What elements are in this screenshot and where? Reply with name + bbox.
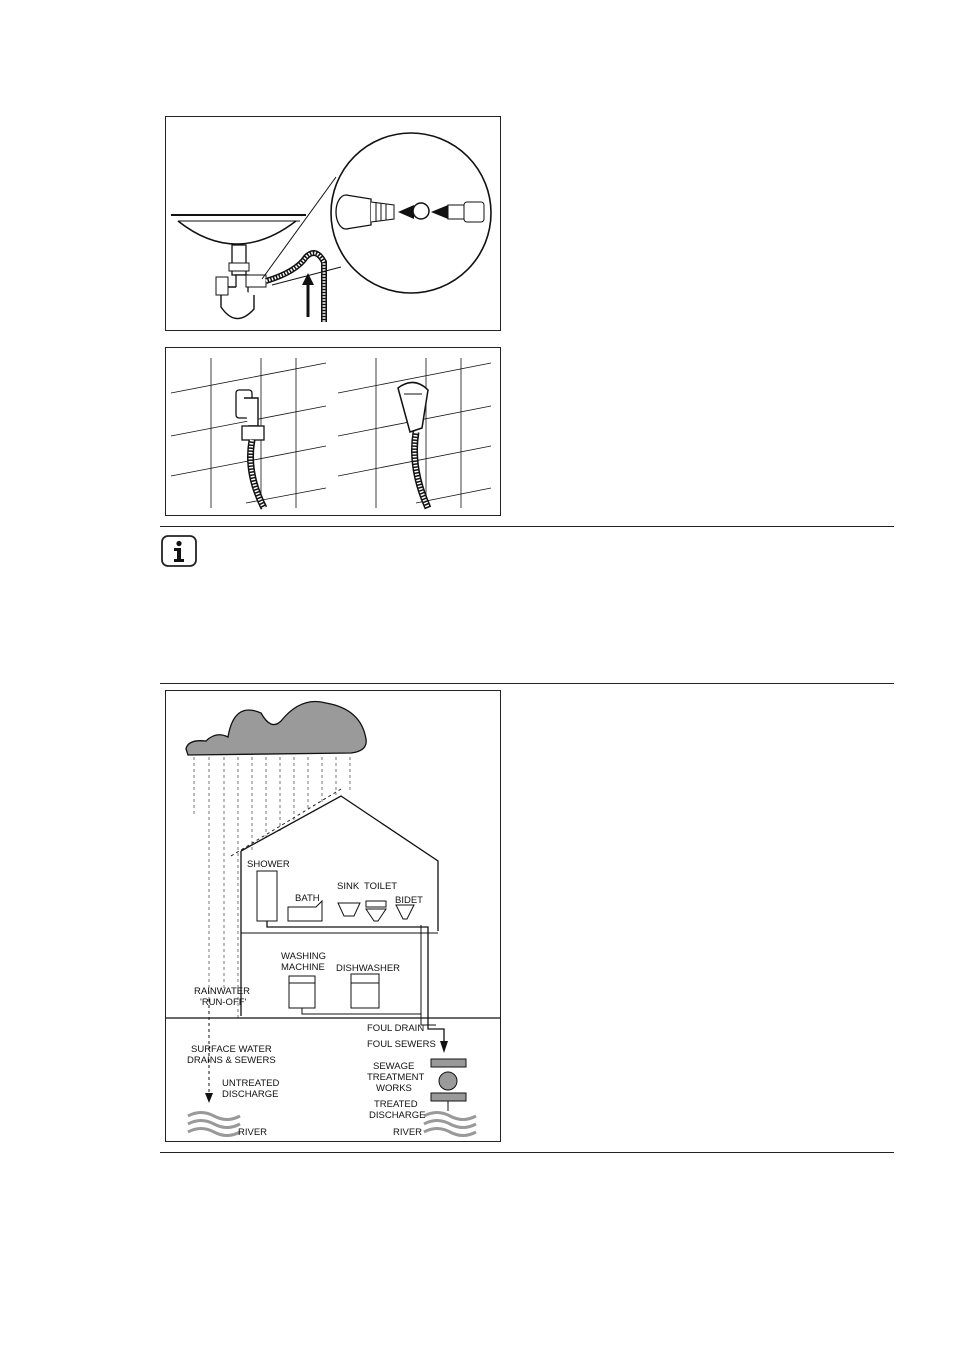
label-toilet: TOILET bbox=[364, 881, 398, 892]
label-bath: BATH bbox=[295, 893, 320, 904]
label-untreated-1: UNTREATED bbox=[222, 1078, 280, 1089]
label-sewage-2: TREATMENT bbox=[367, 1072, 425, 1083]
label-foul-drain: FOUL DRAIN bbox=[367, 1023, 425, 1034]
drainage-system-illustration bbox=[166, 691, 500, 1141]
section-divider-middle bbox=[160, 683, 894, 684]
label-shower: SHOWER bbox=[247, 859, 290, 870]
label-washing-1: WASHING bbox=[281, 951, 327, 962]
label-bidet: BIDET bbox=[395, 895, 423, 906]
label-rainwater-1: RAINWATER bbox=[194, 986, 250, 997]
label-foul-sewers: FOUL SEWERS bbox=[367, 1039, 436, 1050]
label-rainwater-2: 'RUN-OFF' bbox=[200, 997, 247, 1008]
label-washing-2: MACHINE bbox=[281, 962, 325, 973]
standpipe-hose-hooks-illustration bbox=[166, 348, 500, 515]
label-sewage-1: SEWAGE bbox=[373, 1061, 415, 1072]
section-divider-top bbox=[160, 526, 894, 527]
label-river-left: RIVER bbox=[238, 1127, 268, 1138]
label-river-right: RIVER bbox=[393, 1127, 423, 1138]
label-sink: SINK bbox=[337, 881, 360, 892]
label-treated-1: TREATED bbox=[374, 1099, 418, 1110]
label-sewage-3: WORKS bbox=[376, 1083, 412, 1094]
label-surface-water-1: SURFACE WATER bbox=[191, 1044, 272, 1055]
drainage-figure bbox=[165, 690, 501, 1142]
label-dishwasher: DISHWASHER bbox=[336, 963, 401, 974]
label-untreated-2: DISCHARGE bbox=[222, 1089, 279, 1100]
standpipe-figure bbox=[165, 347, 501, 516]
info-icon bbox=[161, 535, 197, 567]
label-treated-2: DISCHARGE bbox=[369, 1110, 426, 1121]
section-divider-bottom bbox=[160, 1152, 894, 1153]
sink-connection-figure bbox=[165, 116, 501, 331]
sink-drain-hose-connection-illustration bbox=[166, 117, 500, 330]
label-surface-water-2: DRAINS & SEWERS bbox=[187, 1055, 276, 1066]
